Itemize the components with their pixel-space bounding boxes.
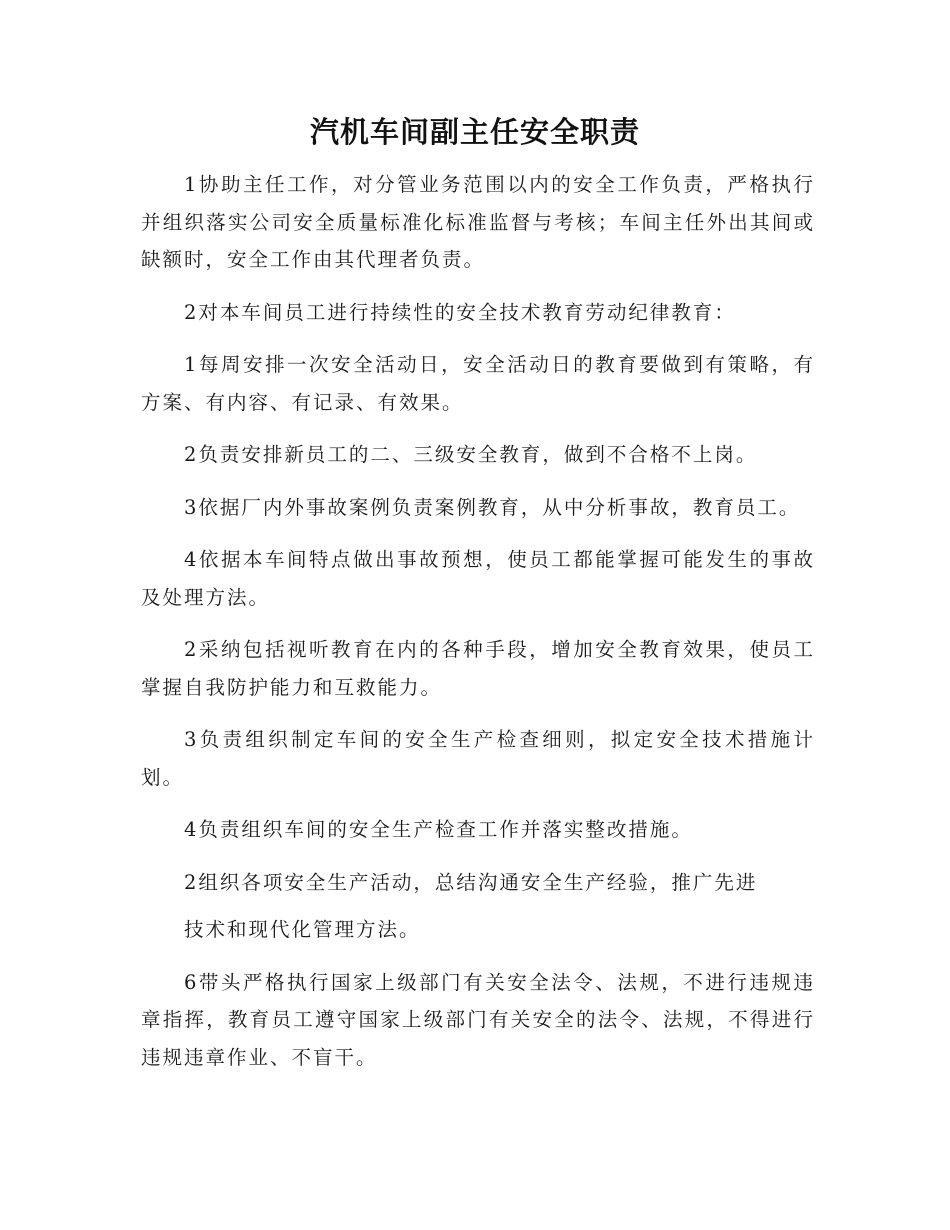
paragraph-2: 2对本车间员工进行持续性的安全技术教育劳动纪律教育： (184, 300, 736, 324)
paragraph-1: 1协助主任工作，对分管业务范围以内的安全工作负责，严格执行并组织落实公司安全质量标准化标准监督与考核；车间主任外出其间或缺额时，安全工作由其代理者负责。 (141, 173, 815, 271)
paragraph-4: 2负责安排新员工的二、三级安全教育，做到不合格不上岗。 (184, 443, 758, 466)
document-body (141, 166, 815, 1091)
paragraph-5: 3依据厂内外事故案例负责案例教育，从中分析事故，教育员工。 (184, 495, 801, 519)
paragraph-10: 2组织各项安全生产活动，总结沟通安全生产经验，推广先进 (184, 870, 758, 894)
paragraph-6: 4依据本车间特点做出事故预想，使员工都能掌握可能发生的事故及处理方法。 (141, 548, 815, 609)
document-title: 汽机车间副主任安全职责 (309, 115, 640, 149)
paragraph-8: 3负责组织制定车间的安全生产检查细则，拟定安全技术措施计划。 (141, 728, 815, 789)
paragraph-7: 2采纳包括视听教育在内的各种手段，增加安全教育效果，使员工掌握自我防护能力和互救能力。 (141, 638, 815, 699)
paragraph-11: 技术和现代化管理方法。 (184, 918, 421, 941)
paragraph-9: 4负责组织车间的安全生产检查工作并落实整改措施。 (184, 818, 693, 841)
paragraph-12: 6带头严格执行国家上级部门有关安全法令、法规，不进行违规违章指挥，教育员工遵守国家上级部门有关安全的法令、法规，不得进行违规违章作业、不盲干。 (141, 970, 815, 1069)
paragraph-3: 1每周安排一次安全活动日，安全活动日的教育要做到有策略，有方案、有内容、有记录、有效果。 (141, 353, 815, 414)
